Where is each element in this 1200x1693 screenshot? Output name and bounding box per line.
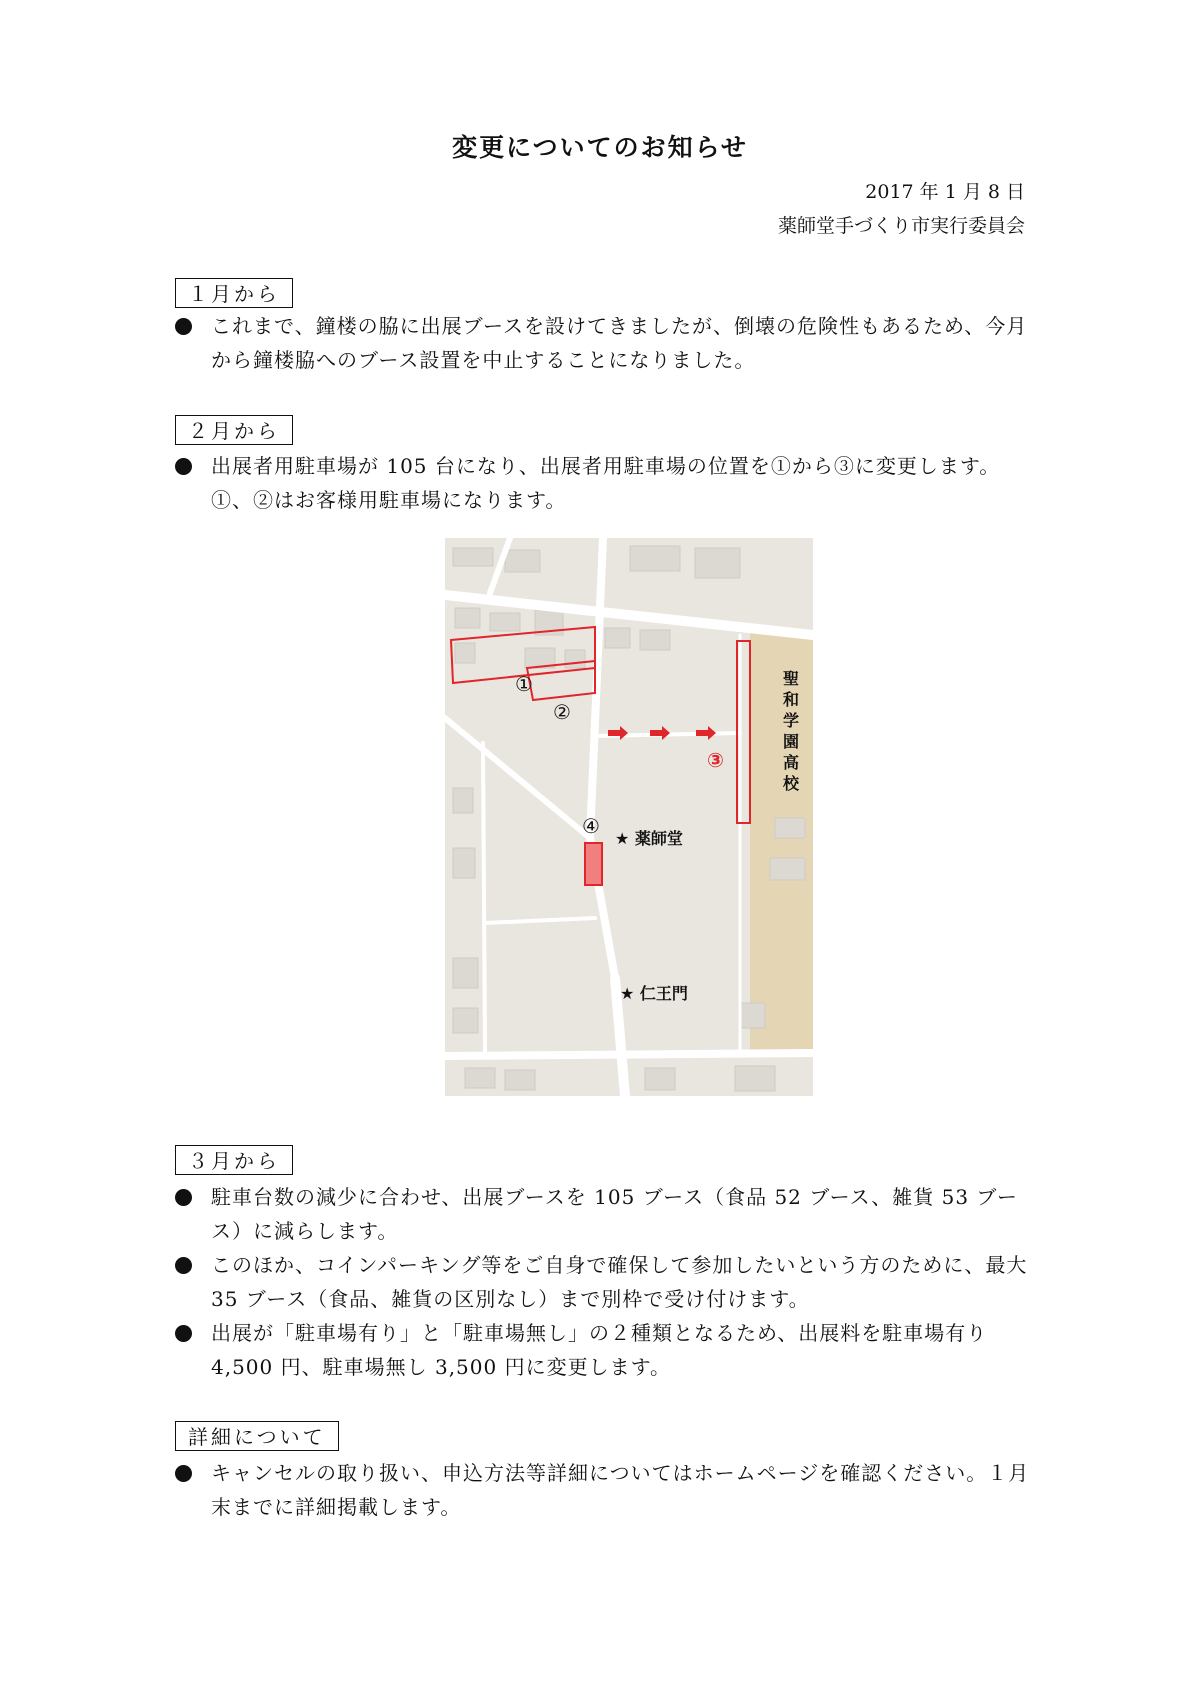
list-item <box>175 1248 1035 1316</box>
parking-map <box>445 538 813 1096</box>
bullet-icon <box>175 1189 192 1206</box>
item-text: 出展者用駐車場が 105 台になり、出展者用駐車場の位置を①から③に変更します。①、②はお客様用駐車場になります。 <box>211 454 1001 512</box>
bullet-icon <box>175 1325 192 1342</box>
marker-3: ③ <box>707 748 724 772</box>
item-text: このほか、コインパーキング等をご自身で確保して参加したいという方のために、最大 35 ブース（食品、雑貨の区別なし）まで別枠で受け付けます。 <box>211 1253 1028 1311</box>
school-label: 聖和学園高校 <box>782 669 799 793</box>
notice-date: 2017 年 1 月 8 日 <box>865 181 1025 203</box>
list-item <box>175 1316 1035 1384</box>
map-graphic <box>445 538 813 1096</box>
list-item <box>175 449 1035 517</box>
section-label-march: ３月から <box>175 1145 293 1175</box>
page-title: 変更についてのお知らせ <box>452 133 748 162</box>
marker-2: ② <box>553 700 571 724</box>
section-label-january: １月から <box>175 278 293 308</box>
bullet-icon <box>175 1465 192 1482</box>
list-item <box>175 1456 1035 1524</box>
item-text: これまで、鐘楼の脇に出展ブースを設けてきましたが、倒壊の危険性もあるため、今月から鐘楼脇へのブース設置を中止することになりました。 <box>211 314 1028 372</box>
item-text: キャンセルの取り扱い、申込方法等詳細についてはホームページを確認ください。１月末までに詳細掲載します。 <box>211 1461 1030 1519</box>
marker-4: ④ <box>582 814 600 838</box>
list-item <box>175 1180 1035 1248</box>
bullet-icon <box>175 1257 192 1274</box>
section-label-february: ２月から <box>175 415 293 445</box>
item-text: 出展が「駐車場有り」と「駐車場無し」の２種類となるため、出展料を駐車場有り 4,500 円、駐車場無し 3,500 円に変更します。 <box>211 1321 988 1379</box>
organization-name: 薬師堂手づくり市実行委員会 <box>777 215 1025 237</box>
bullet-icon <box>175 458 192 475</box>
gate-label: ★ 仁王門 <box>620 984 688 1003</box>
parking-4-area <box>585 843 602 885</box>
list-item <box>175 309 1035 377</box>
marker-1: ① <box>515 672 533 696</box>
item-text: 駐車台数の減少に合わせ、出展ブースを 105 ブース（食品 52 ブース、雑貨 53 ブース）に減らします。 <box>211 1185 1018 1243</box>
temple-label: ★ 薬師堂 <box>615 829 683 848</box>
section-label-details: 詳細について <box>175 1421 339 1451</box>
bullet-icon <box>175 318 192 335</box>
